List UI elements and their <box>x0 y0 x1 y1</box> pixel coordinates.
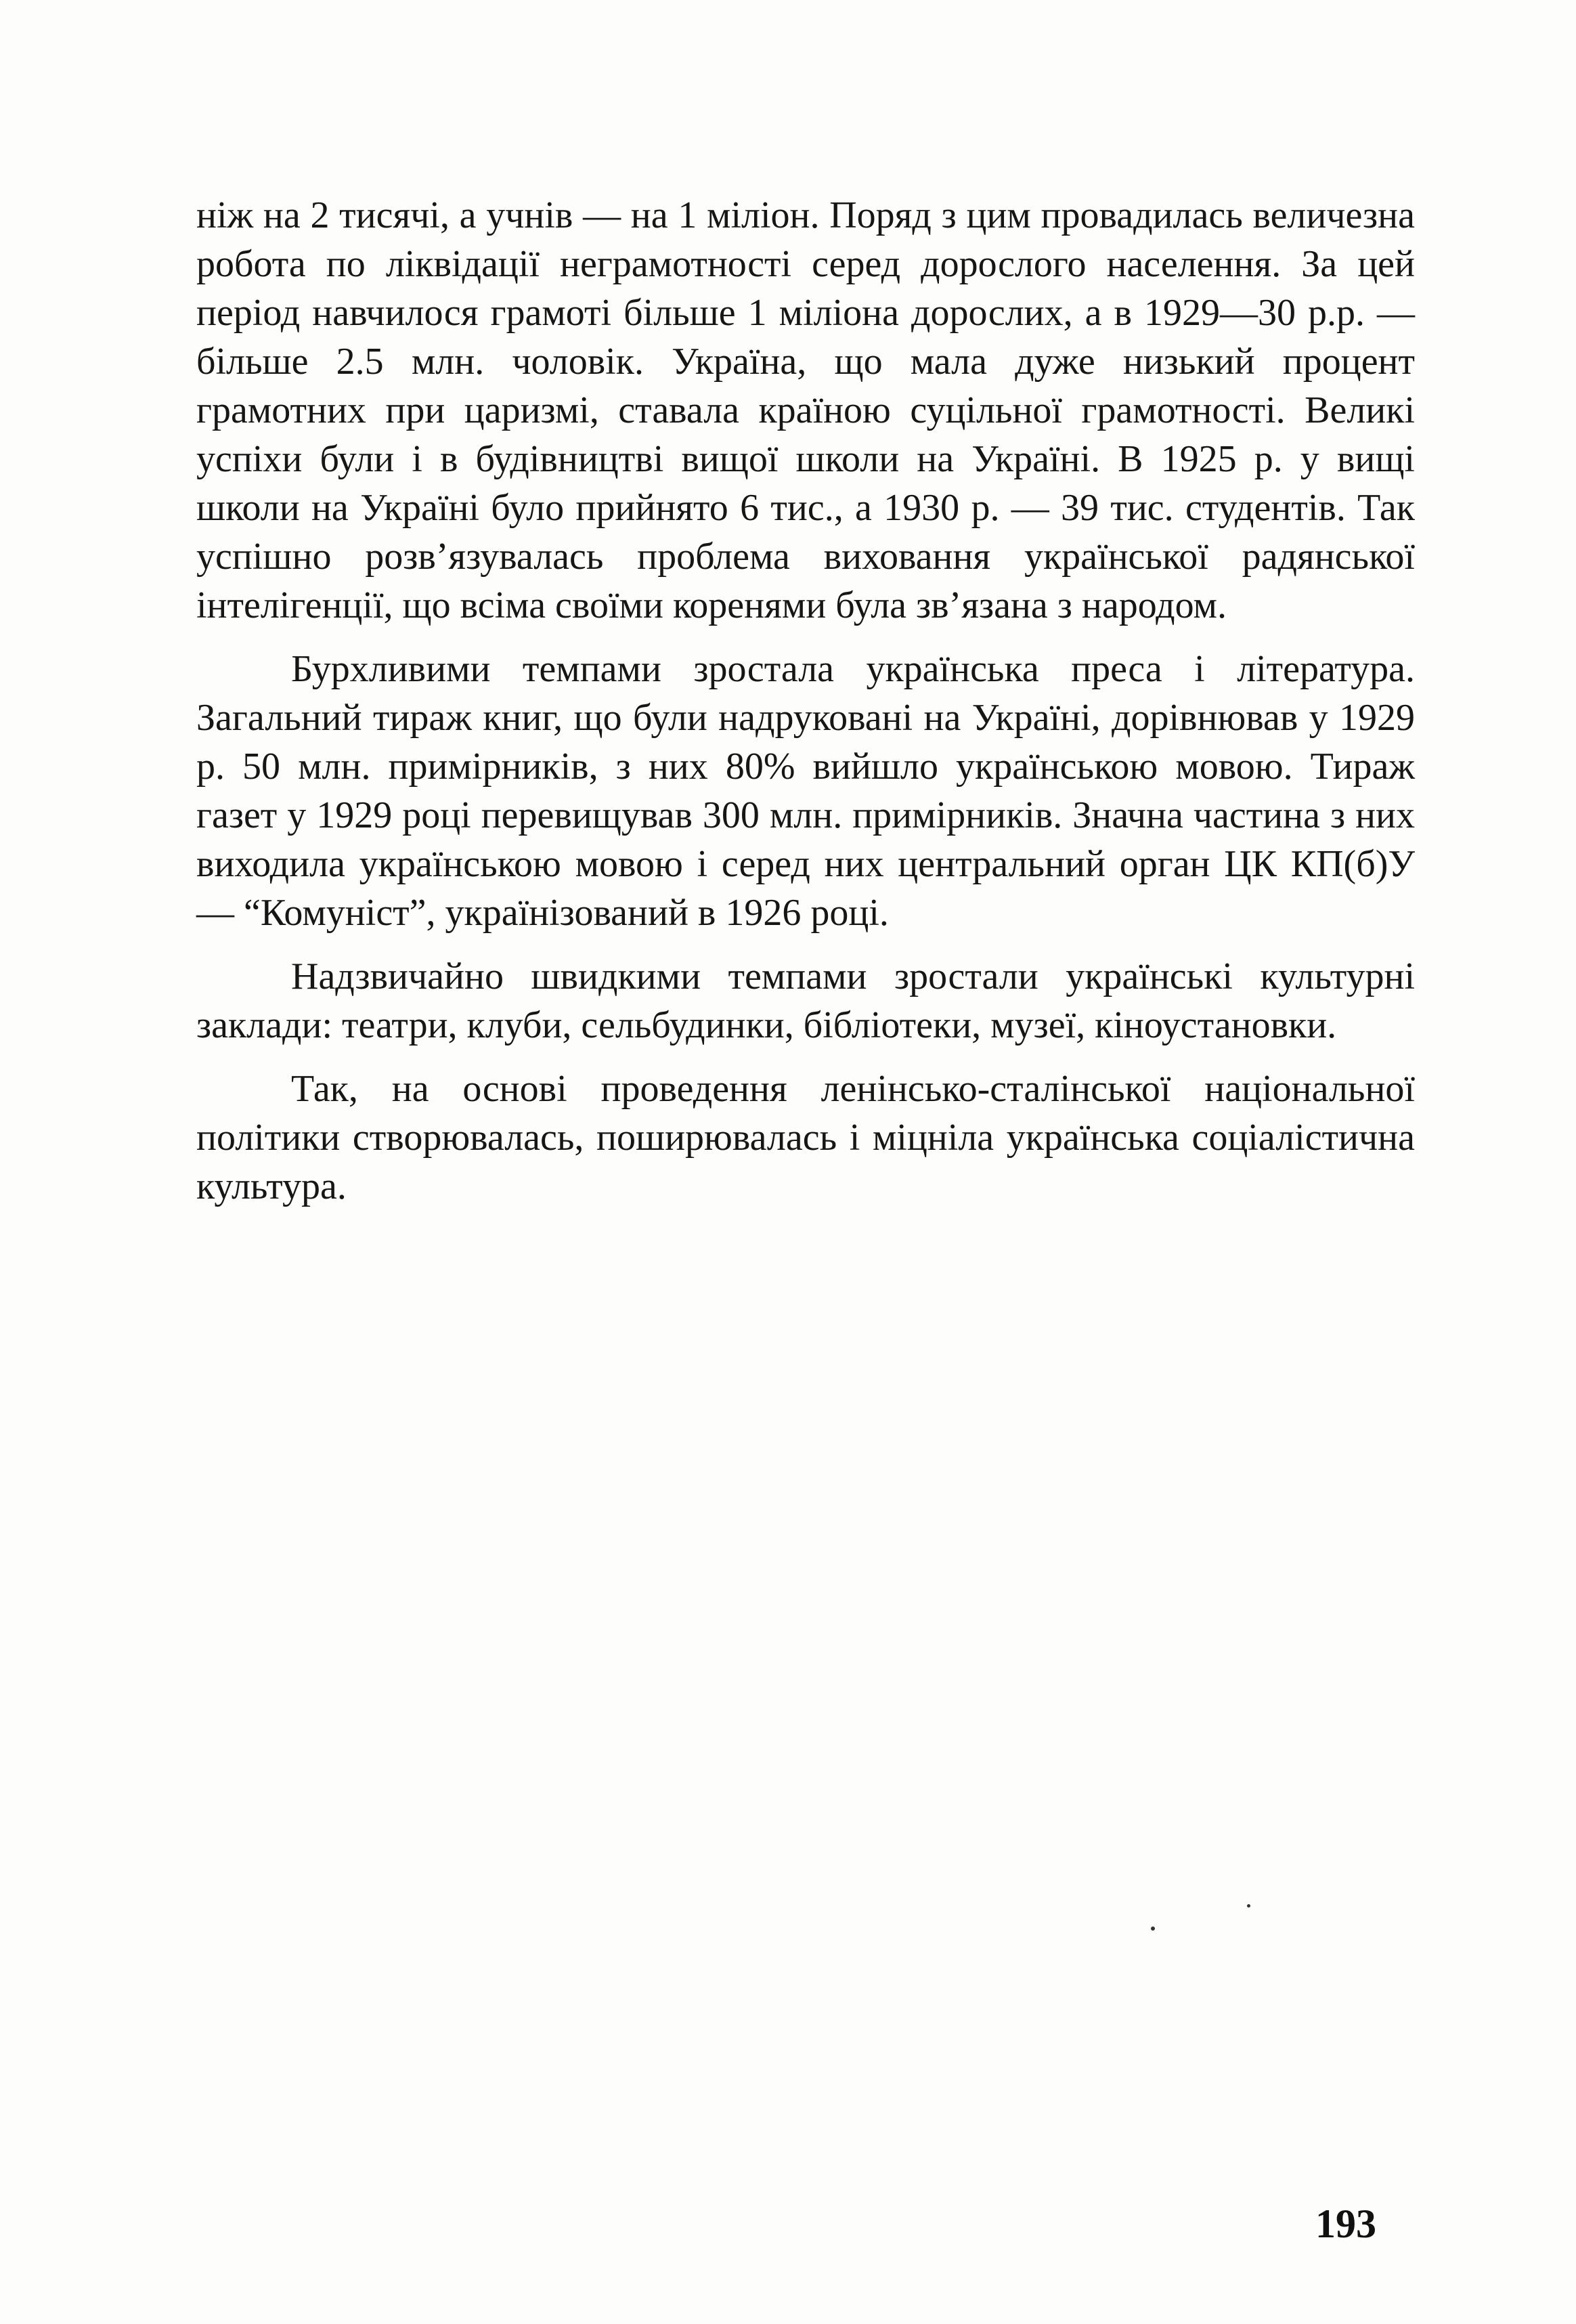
paragraph-3: Надзвичайно швидкими темпами зростали українські культурні заклади: театри, клуби, сельбудинки, бібліотеки, музеї, кіноустановки. <box>196 955 1415 1046</box>
print-speck <box>1247 1904 1250 1908</box>
page-number: 193 <box>1315 2201 1376 2246</box>
paragraph-4: Так, на основі проведення ленінсько-сталінської національної політики створювалась, поширювалась і міцніла українська соціалістична культура. <box>196 1068 1415 1207</box>
paragraph-2: Бурхливими темпами зростала українська преса і література. Загальний тираж книг, що були надруковані на Україні, дорівнював у 1929 р. 50 млн. примірників, з них 80% вийшло українською мовою. Тираж газет у 1929 році перевищував 300 млн. примірників. Значна частина з них виходила українською мовою і серед них центральний орган ЦК КП(б)У — “Комуніст”, українізований в 1926 році. <box>196 648 1415 934</box>
paragraph-1: ніж на 2 тисячі, а учнів — на 1 міліон. Поряд з цим провадилась величезна робота по ліквідації неграмотності серед дорослого населення. За цей період навчилося грамоті більше 1 міліона дорослих, а в 1929—30 р.р. — більше 2.5 млн. чоловік. Україна, що мала дуже низький процент грамотних при царизмі, ставала країною суцільної грамотності. Великі успіхи були і в будівництві вищої школи на Україні. В 1925 р. у вищі школи на Україні було прийнято 6 тис., а 1930 р. — 39 тис. студентів. Так успішно розв’язувалась проблема виховання української радянської інтелігенції, що всіма своїми коренями була зв’язана з народом. <box>196 194 1415 626</box>
body-text <box>196 191 1415 1211</box>
print-speck <box>1151 1927 1155 1931</box>
